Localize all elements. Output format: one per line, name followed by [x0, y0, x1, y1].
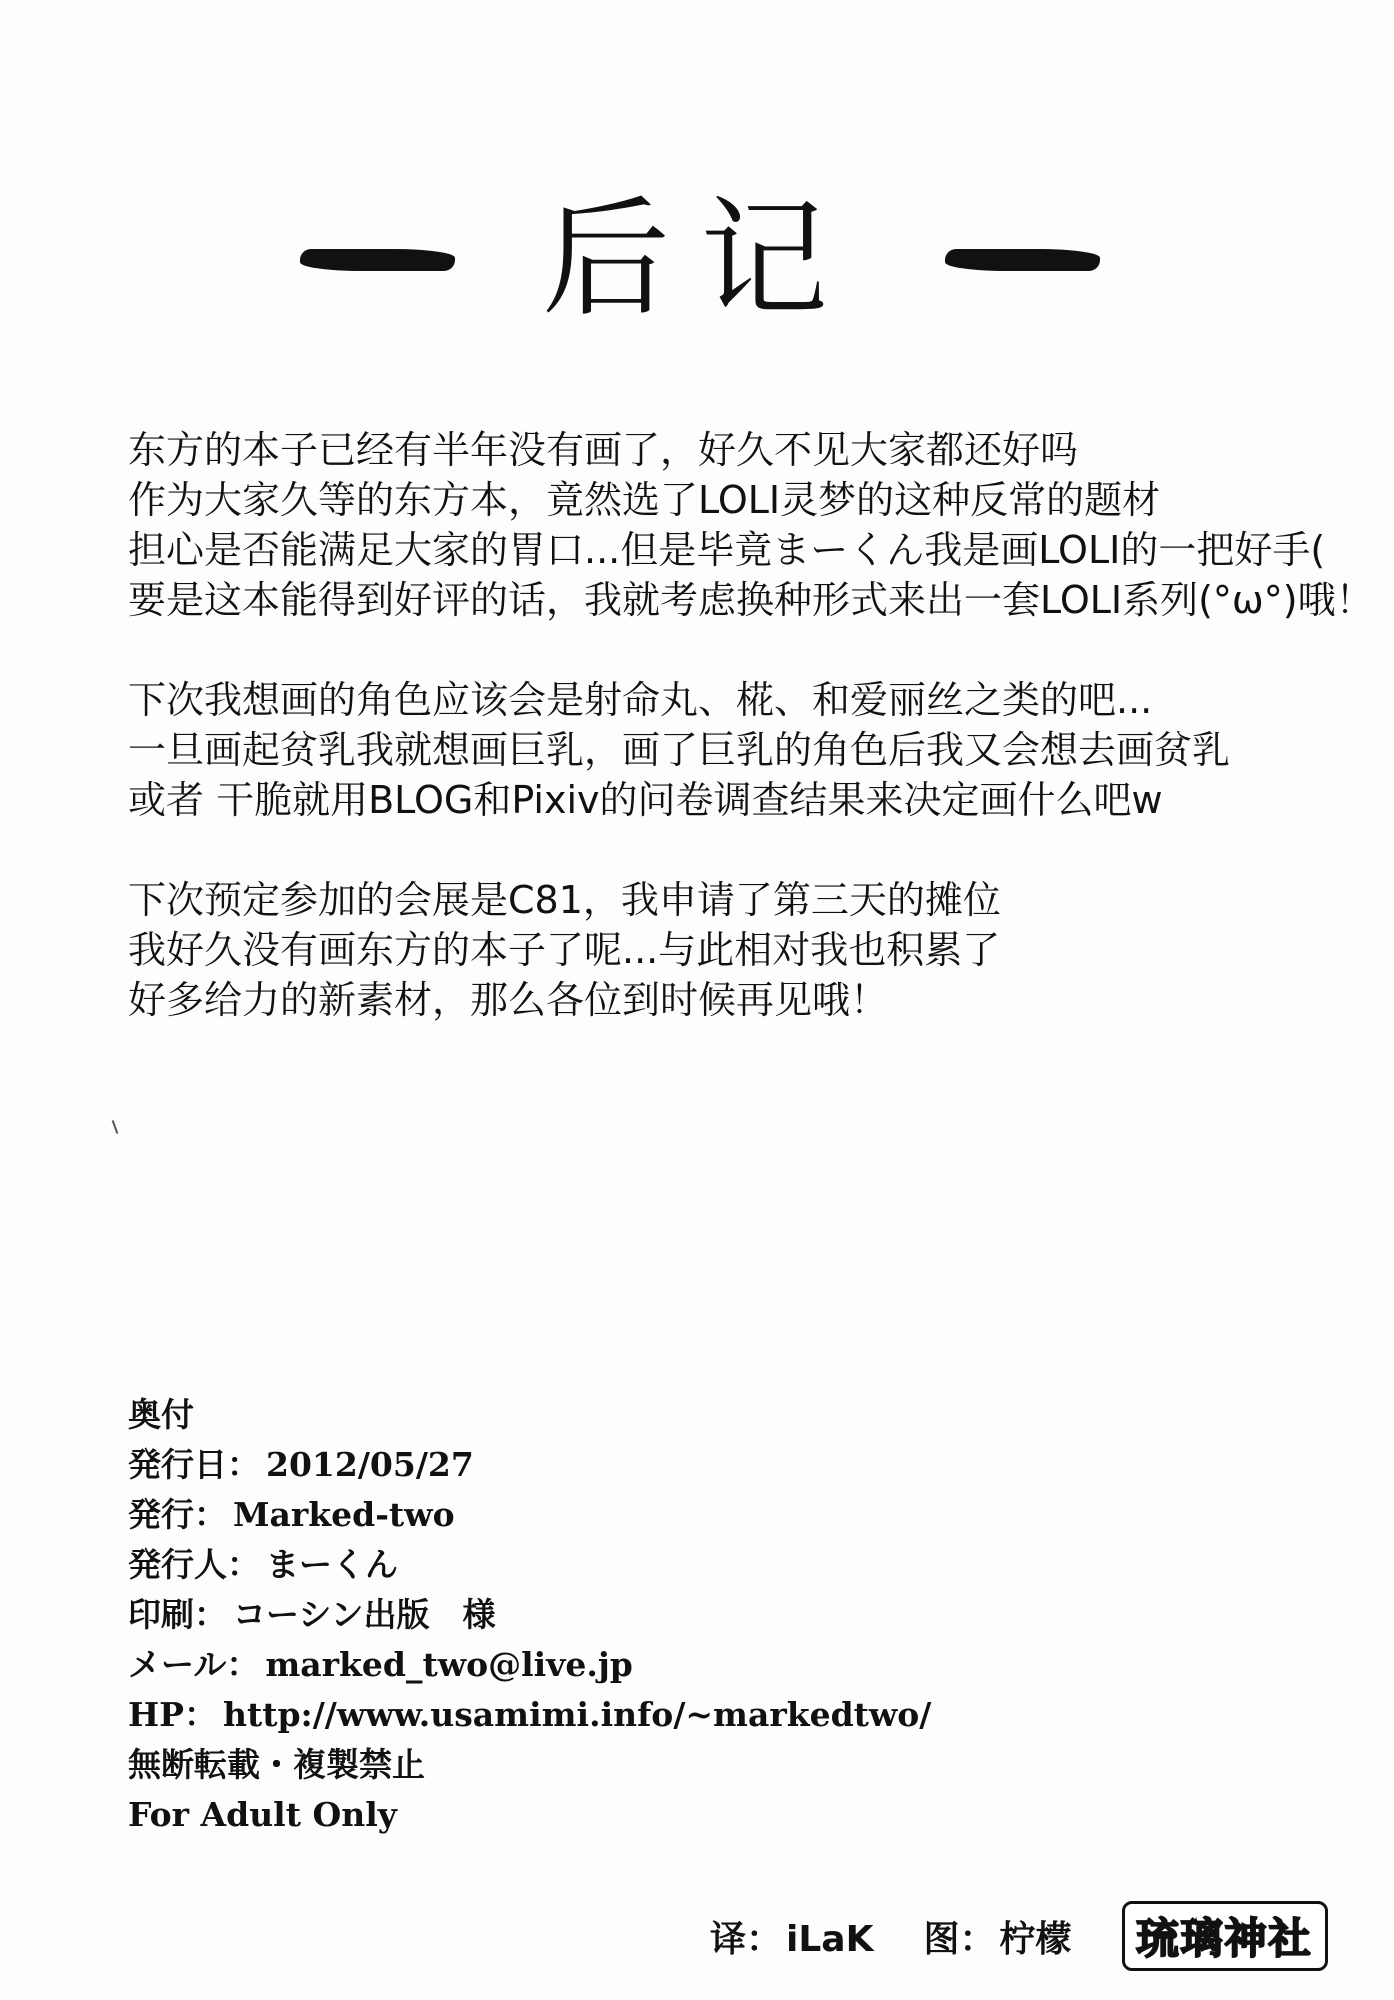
afterword-body — [128, 425, 1374, 1075]
printer-value: コーシン出版 様 — [233, 1595, 496, 1634]
colophon-publisher — [128, 1490, 1028, 1540]
publisher-label: 発行： — [128, 1495, 227, 1534]
hp-label: HP： — [128, 1695, 217, 1734]
author-value: まーくん — [266, 1545, 398, 1584]
stray-mark — [112, 1120, 119, 1134]
credits — [710, 1908, 1328, 1964]
date-label: 発行日： — [128, 1445, 260, 1484]
afterword-title — [300, 180, 1100, 340]
paragraph-1 — [128, 425, 1374, 625]
image-credit — [923, 1911, 1071, 1962]
text-line: 作为大家久等的东方本，竟然选了LOLI灵梦的这种反常的题材 — [128, 478, 1161, 522]
translator-label: 译： — [710, 1918, 783, 1960]
colophon-date — [128, 1440, 1028, 1490]
text-line: 东方的本子已经有半年没有画了，好久不见大家都还好吗 — [128, 428, 1079, 472]
text-line: 要是这本能得到好评的话，我就考虑换种形式来出一套LOLI系列(°ω°)哦！ — [128, 578, 1374, 622]
translator-value: iLaK — [786, 1918, 874, 1960]
paragraph-3 — [128, 875, 1328, 1025]
colophon-adult-notice: For Adult Only — [128, 1795, 397, 1834]
text-line: 或者 干脆就用BLOG和Pixiv的问卷调查结果来决定画什么吧w — [128, 778, 1163, 822]
text-line: 好多给力的新素材，那么各位到时候再见哦！ — [128, 978, 889, 1022]
author-label: 発行人： — [128, 1545, 260, 1584]
translator-credit — [710, 1911, 873, 1962]
text-line: 下次预定参加的会展是C81，我申请了第三天的摊位 — [128, 878, 1001, 922]
title-dash-right — [945, 249, 1100, 271]
title-dash-left — [300, 249, 455, 271]
printer-label: 印刷： — [128, 1595, 227, 1634]
text-line: 担心是否能满足大家的胃口...但是毕竟まーくん我是画LOLI的一把好手( — [128, 528, 1326, 572]
colophon-printer — [128, 1590, 1028, 1640]
colophon — [128, 1390, 1028, 1840]
publisher-value: Marked-two — [233, 1495, 455, 1534]
text-line: 我好久没有画东方的本子了呢...与此相对我也积累了 — [128, 928, 1001, 972]
colophon-mail — [128, 1640, 1028, 1690]
colophon-heading: 奥付 — [128, 1395, 194, 1434]
mail-label: メール： — [128, 1645, 260, 1684]
title-text: 后记 — [541, 185, 858, 334]
text-line: 一旦画起贫乳我就想画巨乳，画了巨乳的角色后我又会想去画贫乳 — [128, 728, 1231, 772]
colophon-author — [128, 1540, 1028, 1590]
colophon-notice: 無断転載・複製禁止 — [128, 1745, 425, 1784]
colophon-homepage — [128, 1690, 1028, 1740]
image-label: 图： — [923, 1918, 996, 1960]
paragraph-2 — [128, 675, 1328, 825]
date-value: 2012/05/27 — [266, 1445, 474, 1484]
image-value: 柠檬 — [999, 1918, 1072, 1960]
mail-value: marked_two@live.jp — [265, 1645, 633, 1684]
group-logo: 琉璃神社 — [1122, 1901, 1328, 1971]
hp-value: http://www.usamimi.info/~markedtwo/ — [223, 1695, 932, 1734]
text-line: 下次我想画的角色应该会是射命丸、椛、和爱丽丝之类的吧... — [128, 678, 1153, 722]
